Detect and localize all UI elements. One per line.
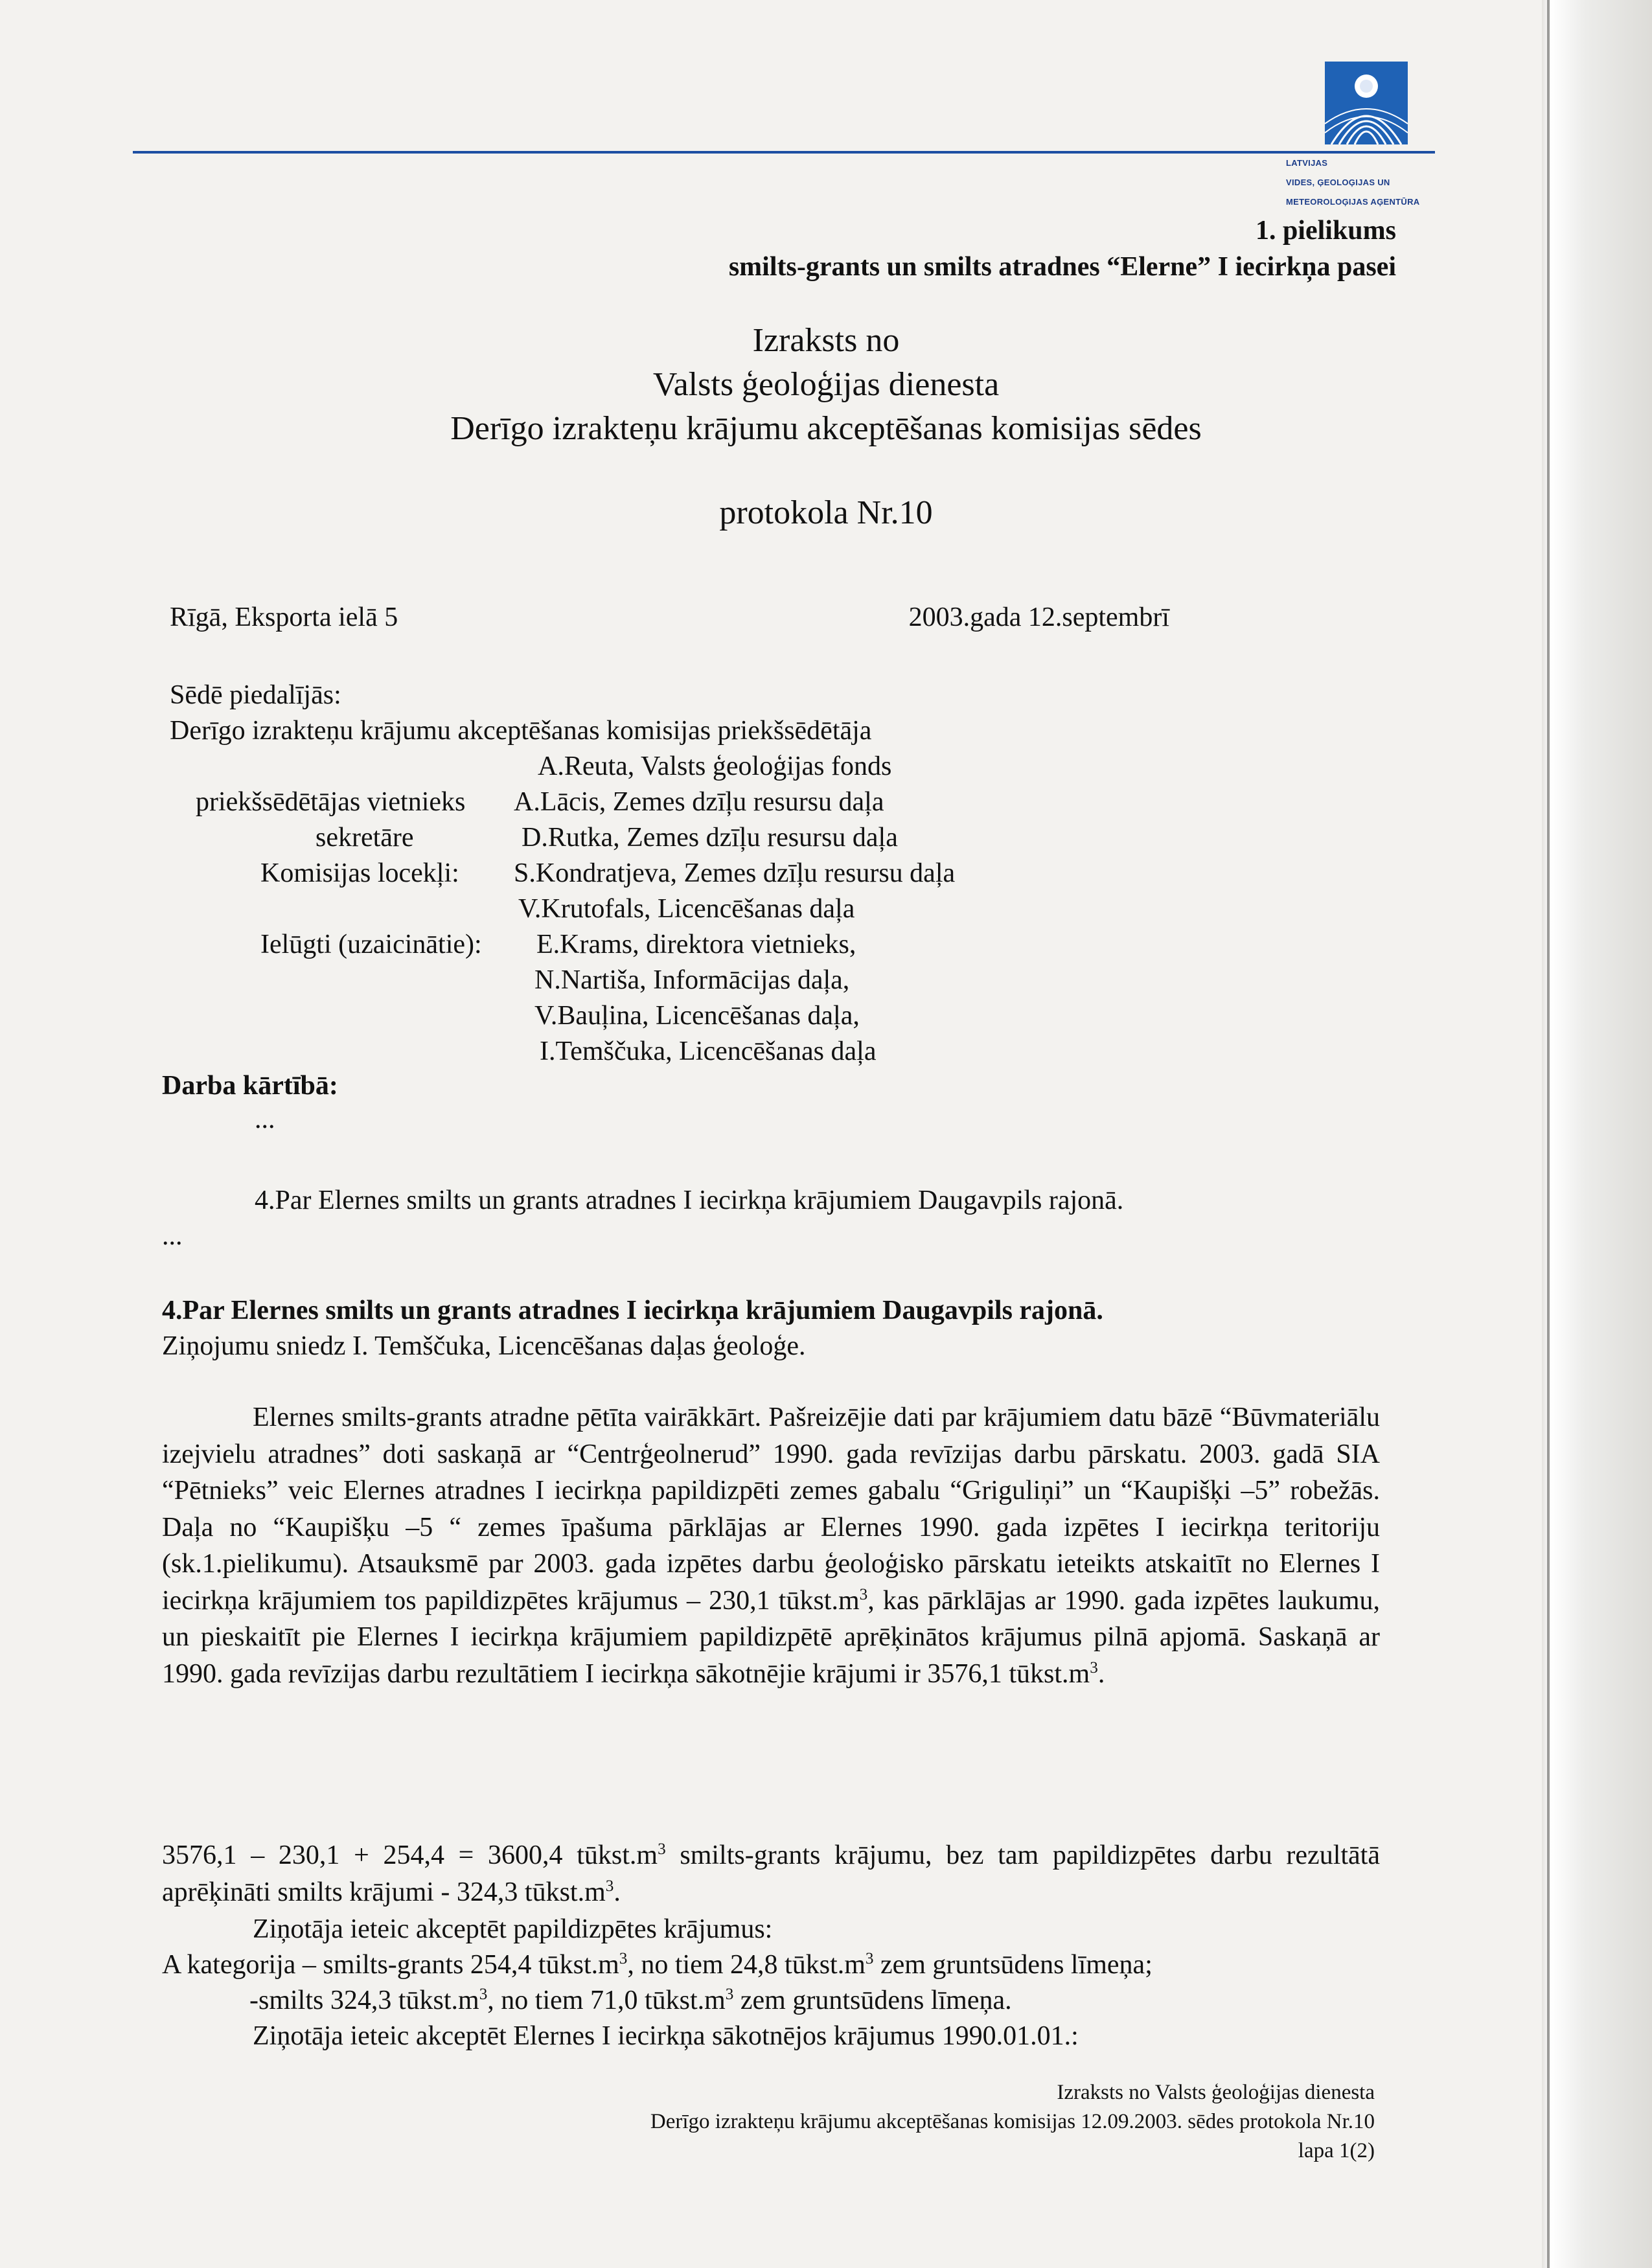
p1-sup-1: 3 — [859, 1585, 868, 1603]
cat-a-text-b: , no tiem 24,8 tūkst.m — [627, 1950, 866, 1980]
vice-role: priekšsēdētājas vietnieks — [196, 787, 466, 817]
logo-text — [1286, 148, 1448, 216]
footer-page: lapa 1(2) — [1298, 2139, 1375, 2162]
calc-text-a: 3576,1 – 230,1 + 254,4 = 3600,4 tūkst.m — [162, 1840, 658, 1870]
vice-name: A.Lācis, Zemes dzīļu resursu daļa — [514, 787, 884, 817]
meeting-date: 2003.gada 12.septembrī — [908, 602, 1169, 632]
annex-number: 1. pielikums — [1255, 216, 1396, 246]
cat-a-text-a: A kategorija – smilts-grants 254,4 tūkst.m — [162, 1950, 619, 1980]
secretary-role: sekretāre — [315, 823, 414, 853]
sand-text-b: , no tiem 71,0 tūkst.m — [487, 1986, 726, 2015]
meeting-place: Rīgā, Eksporta ielā 5 — [170, 602, 398, 632]
invited-1: E.Krams, direktora vietnieks, — [536, 930, 856, 959]
annex-subject: smilts-grants un smilts atradnes “Elerne” I iecirkņa pasei — [728, 252, 1396, 282]
annex-heading — [729, 212, 1396, 285]
invited-4: I.Temščuka, Licencēšanas daļa — [540, 1037, 877, 1066]
calc-text-b: smilts-grants krājumu, bez tam papildizpētes darbu rezultātā aprēķināti smilts krājumi - 324,3 tūkst.m — [162, 1840, 1380, 1907]
logo-text-line1: LATVIJAS — [1286, 158, 1328, 168]
footer-line1: Izraksts no Valsts ģeoloģijas dienesta — [1057, 2081, 1375, 2104]
invited-3: V.Bauļina, Licencēšanas daļa, — [534, 1001, 860, 1031]
footer-line2: Derīgo izrakteņu krājumu akceptēšanas komisijas 12.09.2003. sēdes protokola Nr.10 — [650, 2110, 1375, 2133]
sand-text-a: -smilts 324,3 tūkst.m — [249, 1986, 479, 2015]
chair-name: A.Reuta, Valsts ģeoloģijas fonds — [538, 751, 892, 781]
logo-text-line2: VIDES, ĢEOLOĢIJAS UN — [1286, 178, 1390, 187]
p1-text-a: Elernes smilts-grants atradne pētīta vairākkārt. Pašreizējie dati par krājumiem datu bāzē “Būvmateriālu izejvielu atradnes” doti saskaņā ar “Centrģeolnerud” 1990. gada revīzijas darbu pārskatu. 2003. gadā SIA “Pētnieks” veic Elernes atradnes I iecirkņa papildizpēti zemes gabalu “Griguliņi” un “Kaupišķi –5” robežās. Daļa no “Kaupišķu –5 “ zemes īpašuma pārklājas ar Elernes 1990. gada izpētes I iecirkņa teritoriju (sk.1.pielikumu). Atsauksmē par 2003. gada izpētes darbu ģeoloģisko pārskatu ieteikts atskaitīt no Elernes I iecirkņa krājumiem tos papildizpētes krājumus – 230,1 tūkst.m — [162, 1403, 1380, 1616]
secretary-name: D.Rutka, Zemes dzīļu resursu daļa — [522, 823, 898, 853]
title-line1: Izraksts no — [752, 322, 900, 359]
sand-sup-2: 3 — [725, 1986, 734, 2003]
title-line3: Derīgo izrakteņu krājumu akceptēšanas komisijas sēdes — [450, 410, 1202, 447]
agenda-ellipsis-2: ... — [162, 1221, 183, 1251]
cat-a-sup-1: 3 — [619, 1950, 628, 1967]
protocol-number: protokola Nr.10 — [719, 494, 933, 531]
calc-text-c: . — [614, 1877, 621, 1907]
agenda-heading: Darba kārtībā: — [162, 1071, 338, 1101]
recommendation-1: Ziņotāja ieteic akceptēt papildizpētes krājumus: — [253, 1914, 773, 1944]
p1-text-c: . — [1097, 1658, 1105, 1689]
section-4-heading: 4.Par Elernes smilts un grants atradnes I iecirkņa krājumiem Daugavpils rajonā. — [162, 1296, 1103, 1325]
document-title — [0, 319, 1652, 451]
agency-logo — [1286, 62, 1448, 216]
member-2: V.Krutofals, Licencēšanas daļa — [518, 894, 855, 924]
p1-text-b: , kas pārklājas ar 1990. gada izpētes laukumu, un pieskaitīt pie Elernes I iecirkņa krājumiem papildizpētē aprēķinātos krājumus pilnā apjomā. Saskaņā ar 1990. gada revīzijas darbu rezultātiem I iecirkņa sākotnējie krājumi ir 3576,1 tūkst.m — [162, 1585, 1380, 1689]
header-rule — [133, 151, 1435, 154]
invited-2: N.Nartiša, Informācijas daļa, — [534, 965, 850, 995]
body-paragraph-1 — [162, 1399, 1380, 1692]
sand-line — [249, 1982, 1012, 2019]
cat-a-sup-2: 3 — [865, 1950, 874, 1967]
invited-role: Ielūgti (uzaicinātie): — [260, 930, 482, 959]
title-line2: Valsts ģeoloģijas dienesta — [652, 366, 1000, 403]
logo-emblem-icon — [1325, 62, 1408, 144]
agenda-item-4: 4.Par Elernes smilts un grants atradnes I iecirkņa krājumiem Daugavpils rajonā. — [255, 1186, 1124, 1215]
page-footer — [650, 2078, 1375, 2166]
sand-text-c: zem gruntsūdens līmeņa. — [733, 1986, 1012, 2015]
calculation-paragraph — [162, 1837, 1380, 1910]
sand-sup-1: 3 — [479, 1986, 488, 2003]
p1-sup-2: 3 — [1090, 1658, 1098, 1677]
recommendation-2: Ziņotāja ieteic akceptēt Elernes I iecirkņa sākotnējos krājumus 1990.01.01.: — [253, 2021, 1079, 2051]
agenda-ellipsis-1: ... — [255, 1105, 275, 1134]
calc-sup-1: 3 — [658, 1840, 666, 1858]
members-role: Komisijas locekļi: — [260, 858, 459, 888]
logo-text-line3: METEOROLOĢIJAS AĢENTŪRA — [1286, 197, 1420, 207]
member-1: S.Kondratjeva, Zemes dzīļu resursu daļa — [514, 858, 956, 888]
chair-role: Derīgo izrakteņu krājumu akceptēšanas komisijas priekšsēdētāja — [170, 716, 872, 746]
category-a-line — [162, 1947, 1153, 1983]
calc-sup-2: 3 — [605, 1877, 614, 1895]
attendees-heading: Sēdē piedalījās: — [170, 680, 341, 710]
cat-a-text-c: zem gruntsūdens līmeņa; — [873, 1950, 1153, 1980]
section-4-reporter: Ziņojumu sniedz I. Temščuka, Licencēšanas daļas ģeoloģe. — [162, 1331, 806, 1361]
